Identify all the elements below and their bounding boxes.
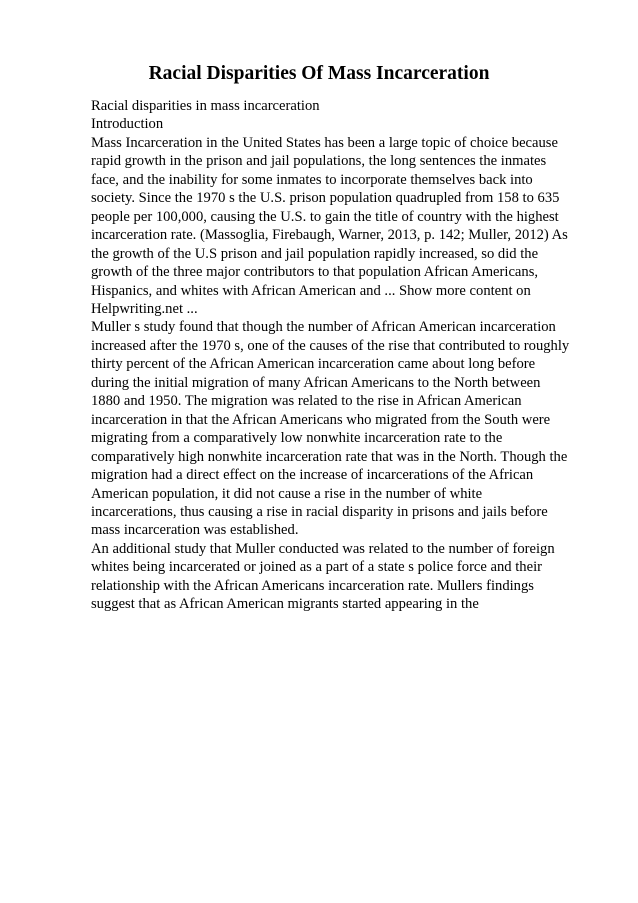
body-paragraph: Mass Incarceration in the United States has been a large topic of choice because rapid growth in the prison and jail populations, the long sentences the inmates face, and the inability for some inmates to incorporate themselves back into society. Since the 1970 s the U.S. prison population quadrupled from 158 to 635 people per 100,000, causing the U.S. to gain the title of country with the highest incarceration rate. (Massoglia, Firebaugh, Warner, 2013, p. 142; Muller, 2012) As the growth of the U.S prison and jail population rapidly increased, so did the growth of the three major contributors to that population African Americans, Hispanics, and whites with African American and ... Show more content on Helpwriting.net ... [91, 134, 568, 317]
document-body [91, 97, 571, 614]
section-heading-introduction: Introduction [91, 116, 164, 133]
body-paragraph: Muller s study found that though the number of African American incarceration increased after the 1970 s, one of the causes of the rise that contributed to roughly thirty percent of the African American incarceration came about long before during the initial migration of many African Americans to the North between 1880 and 1950. The migration was related to the rise in African American incarceration in that the African Americans who migrated from the South were migrating from a comparatively low nonwhite incarceration rate to the comparatively high nonwhite incarceration rate that was in the North. Though the migration had a direct effect on the increase of incarcerations of the African American population, it did not cause a rise in the number of white incarcerations, thus causing a rise in racial disparity in prisons and jails before mass incarceration was established. [91, 319, 570, 539]
body-paragraph: An additional study that Muller conducted was related to the number of foreign whites being incarcerated or joined as a part of a state s police force and their relationship with the African Americans incarceration rate. Mullers findings suggest that as African American migrants started appearing in the [91, 540, 555, 613]
body-subtitle: Racial disparities in mass incarceration [91, 98, 320, 114]
document-title: Racial Disparities Of Mass Incarceration [148, 63, 490, 84]
